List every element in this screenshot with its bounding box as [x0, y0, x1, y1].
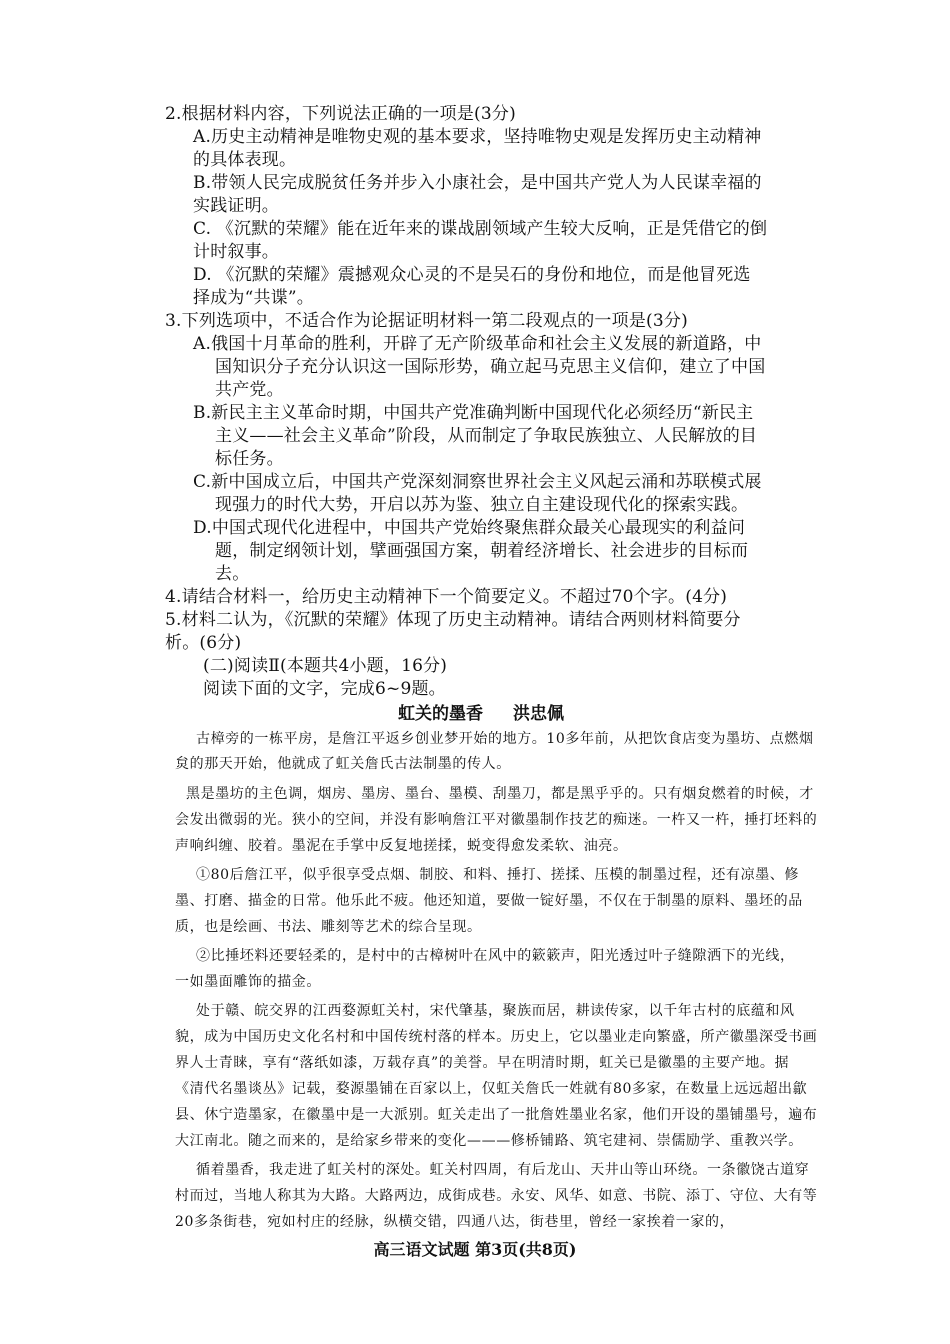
reading-instruction: 阅读下面的文字，完成6~9题。 — [203, 679, 446, 699]
q5-stem-line2: 析。(6分) — [165, 633, 242, 653]
section-heading: (二)阅读Ⅱ(本题共4小题，16分) — [203, 656, 448, 676]
article-title: 虹关的墨香 — [398, 704, 483, 724]
q3-option-d-line1: D.中国式现代化进程中，中国共产党始终聚焦群众最关心最现实的利益问 — [193, 518, 746, 538]
article-p5-line6: 大江南北。随之而来的，是给家乡带来的变化———修桥铺路、筑宅建祠、崇儒励学、重教兴学。 — [175, 1133, 803, 1149]
q2-stem: 2.根据材料内容，下列说法正确的一项是(3分) — [165, 104, 516, 124]
article-p2-line1: 黑是墨坊的主色调，烟房、墨房、墨台、墨模、刮墨刀，都是黑乎乎的。只有烟炱燃着的时候，才 — [186, 786, 814, 802]
article-p3-line1: ①80后詹江平，似乎很享受点烟、制胶、和料、捶打、搓揉、压模的制墨过程，还有凉墨、修 — [196, 867, 800, 883]
page-footer: 高三语文试题 第3页(共8页) — [373, 1240, 577, 1259]
q3-option-b-line3: 标任务。 — [215, 449, 284, 469]
q3-option-c-line2: 现强力的时代大势，开启以苏为鉴、独立自主建设现代化的探索实践。 — [215, 495, 749, 515]
article-p1-line1: 古樟旁的一栋平房，是詹江平返乡创业梦开始的地方。10多年前，从把饮食店变为墨坊、点燃烟 — [196, 731, 814, 747]
q3-option-d-line2: 题，制定纲领计划，擘画强国方案，朝着经济增长、社会进步的目标而 — [215, 541, 749, 561]
q3-option-a-line1: A.俄国十月革命的胜利，开辟了无产阶级革命和社会主义发展的新道路，中 — [193, 334, 762, 354]
article-p6-line1: 循着墨香，我走进了虹关村的深处。虹关村四周，有后龙山、天井山等山环绕。一条徽饶古道穿 — [196, 1162, 810, 1178]
q2-option-a-line2: 的具体表现。 — [193, 150, 297, 170]
q2-option-d-line2: 择成为“共谍”。 — [193, 288, 314, 308]
article-title-block — [398, 699, 564, 724]
q3-option-b-line2: 主义——社会主义革命”阶段，从而制定了争取民族独立、人民解放的目 — [215, 426, 758, 446]
article-p4-line2: 一如墨面雕饰的描金。 — [175, 974, 321, 990]
q3-option-a-line2: 国知识分子充分认识这一国际形势，确立起马克思主义信仰，建立了中国 — [215, 357, 766, 377]
article-p1-line2: 炱的那天开始，他就成了虹关詹氏古法制墨的传人。 — [175, 756, 511, 772]
article-p5-line1: 处于赣、皖交界的江西婺源虹关村，宋代肇基，聚族而居，耕读传家，以千年古村的底蕴和风 — [196, 1003, 795, 1019]
article-p2-line3: 声响纠缠、胶着。墨泥在手掌中反复地搓揉，蜕变得愈发柔软、油亮。 — [175, 838, 628, 854]
article-p5-line4: 《清代名墨谈丛》记载，婺源墨铺在百家以上，仅虹关詹氏一姓就有80多家，在数量上远远超出歙 — [175, 1081, 808, 1097]
article-author: 洪忠佩 — [513, 704, 564, 724]
q2-option-c-line2: 计时叙事。 — [193, 242, 279, 262]
article-p5-line5: 县、休宁造墨家，在徽墨中是一大派别。虹关走出了一批詹姓墨业名家，他们开设的墨铺墨号，遍布 — [175, 1107, 818, 1123]
q2-option-c-line1: C. 《沉默的荣耀》能在近年来的谍战剧领域产生较大反响，正是凭借它的倒 — [193, 219, 768, 239]
q3-option-b-line1: B.新民主主义革命时期，中国共产党准确判断中国现代化必须经历“新民主 — [193, 403, 754, 423]
q2-option-d-line1: D. 《沉默的荣耀》震撼观众心灵的不是吴石的身份和地位，而是他冒死选 — [193, 265, 751, 285]
article-p3-line3: 质，也是绘画、书法、雕刻等艺术的综合呈现。 — [175, 919, 482, 935]
article-p5-line3: 界人士青睐，享有“落纸如漆，万载存真”的美誉。早在明清时期，虹关已是徽墨的主要产地。据 — [175, 1055, 790, 1071]
article-p4-line1: ②比捶坯料还要轻柔的，是村中的古樟树叶在风中的簌簌声，阳光透过叶子缝隙洒下的光线， — [196, 948, 795, 964]
article-p6-line3: 20多条街巷，宛如村庄的经脉，纵横交错，四通八达，街巷里，曾经一家挨着一家的， — [175, 1214, 735, 1230]
article-p2-line2: 会发出微弱的光。狭小的空间，并没有影响詹江平对徽墨制作技艺的痴迷。一杵又一杵，捶打坯料的 — [175, 812, 818, 828]
q3-option-a-line3: 共产党。 — [215, 380, 284, 400]
article-p6-line2: 村而过，当地人称其为大路。大路两边，成街成巷。永安、风华、如意、书院、添丁、守位、大有等 — [175, 1188, 818, 1204]
q5-stem-line1: 5.材料二认为，《沉默的荣耀》体现了历史主动精神。请结合两则材料简要分 — [165, 610, 741, 630]
q3-stem: 3.下列选项中，不适合作为论据证明材料一第二段观点的一项是(3分) — [165, 311, 688, 331]
q3-option-c-line1: C.新中国成立后，中国共产党深刻洞察世界社会主义风起云涌和苏联模式展 — [193, 472, 762, 492]
q2-option-b-line1: B.带领人民完成脱贫任务并步入小康社会，是中国共产党人为人民谋幸福的 — [193, 173, 762, 193]
q4-stem: 4.请结合材料一，给历史主动精神下一个简要定义。不超过70个字。(4分) — [165, 587, 728, 607]
article-p5-line2: 貌，成为中国历史文化名村和中国传统村落的样本。历史上，它以墨业走向繁盛，所产徽墨深受书画 — [175, 1029, 818, 1045]
article-p3-line2: 墨、打磨、描金的日常。他乐此不疲。他还知道，要做一锭好墨，不仅在于制墨的原料、墨坯的品 — [175, 893, 803, 909]
q3-option-d-line3: 去。 — [215, 564, 250, 584]
q2-option-a-line1: A.历史主动精神是唯物史观的基本要求，坚持唯物史观是发挥历史主动精神 — [193, 127, 762, 147]
q2-option-b-line2: 实践证明。 — [193, 196, 279, 216]
